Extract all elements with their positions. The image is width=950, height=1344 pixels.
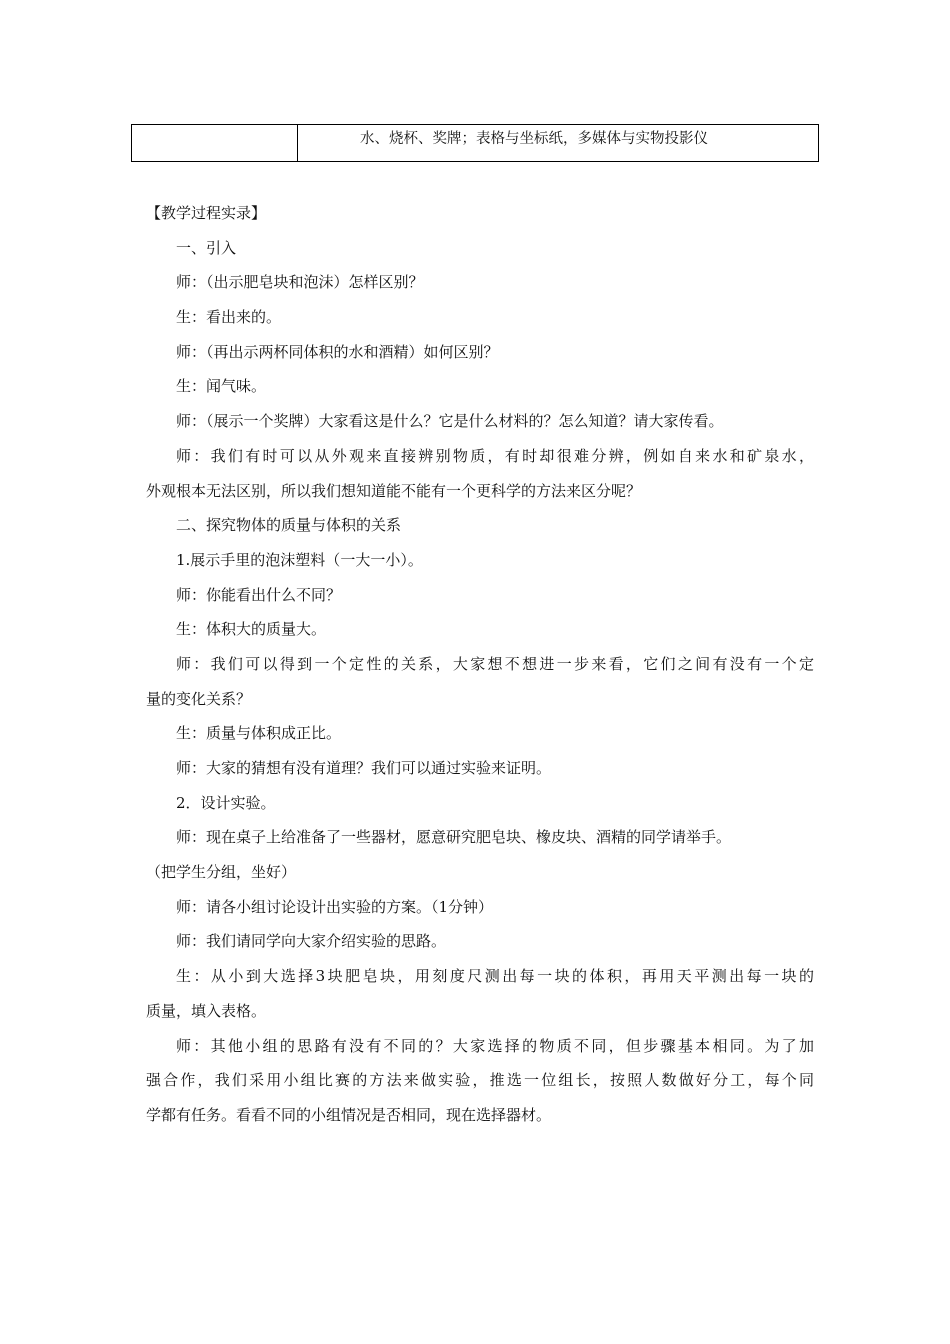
paragraph-line: 质量，填入表格。 <box>146 1001 267 1020</box>
paragraph-line: 生：闻气味。 <box>176 377 267 396</box>
table-cell-label <box>132 125 298 161</box>
paragraph-line: 学都有任务。看看不同的小组情况是否相同，现在选择器材。 <box>146 1105 552 1124</box>
lesson-lines <box>146 231 814 1133</box>
paragraph-line: 师：我们请同学向大家介绍实验的思路。 <box>176 932 447 951</box>
materials-table <box>131 124 819 162</box>
section-title: 【教学过程实录】 <box>146 204 267 222</box>
paragraph-line: 师：请各小组讨论设计出实验的方案。（1分钟） <box>176 897 494 916</box>
paragraph-line: 师：现在桌子上给准备了一些器材，愿意研究肥皂块、橡皮块、酒精的同学请举手。 <box>176 828 732 847</box>
paragraph-line: 二、探究物体的质量与体积的关系 <box>176 516 402 535</box>
paragraph-line: 师：我们可以得到一个定性的关系，大家想不想进一步来看，它们之间有没有一个定 <box>176 654 814 673</box>
paragraph-line: 量的变化关系？ <box>146 689 252 708</box>
lesson-record <box>146 196 814 1133</box>
paragraph-line: 师：（再出示两杯同体积的水和酒精）如何区别？ <box>176 342 499 361</box>
paragraph-line: 2．设计实验。 <box>176 793 276 812</box>
paragraph-line: 一、引入 <box>176 238 237 257</box>
paragraph-line: 师：（展示一个奖牌）大家看这是什么？它是什么材料的？怎么知道？请大家传看。 <box>176 412 724 431</box>
paragraph-line: 师：（出示肥皂块和泡沫）怎样区别？ <box>176 273 424 292</box>
paragraph-line: 外观根本无法区别，所以我们想知道能不能有一个更科学的方法来区分呢？ <box>146 481 642 500</box>
paragraph-line: 生：从小到大选择3块肥皂块，用刻度尺测出每一块的体积，再用天平测出每一块的 <box>176 967 814 986</box>
paragraph-line: 生：体积大的质量大。 <box>176 620 327 639</box>
paragraph-line: 师：我们有时可以从外观来直接辨别物质，有时却很难分辨，例如自来水和矿泉水， <box>176 446 814 465</box>
paragraph-line: 师：其他小组的思路有没有不同的？大家选择的物质不同，但步骤基本相同。为了加 <box>176 1036 814 1055</box>
paragraph-line: 师：大家的猜想有没有道理？我们可以通过实验来证明。 <box>176 759 552 777</box>
table-cell-materials: 水、烧杯、奖牌；表格与坐标纸，多媒体与实物投影仪 <box>360 131 708 147</box>
paragraph-line: 师：你能看出什么不同？ <box>176 585 342 604</box>
paragraph-line: 生：看出来的。 <box>176 308 282 327</box>
paragraph-line: （把学生分组，坐好） <box>146 863 297 882</box>
paragraph-line: 强合作，我们采用小组比赛的方法来做实验，推选一位组长，按照人数做好分工，每个同 <box>146 1071 814 1090</box>
paragraph-line: 生：质量与体积成正比。 <box>176 724 342 743</box>
paragraph-line: 1.展示手里的泡沫塑料（一大一小）。 <box>176 550 423 569</box>
